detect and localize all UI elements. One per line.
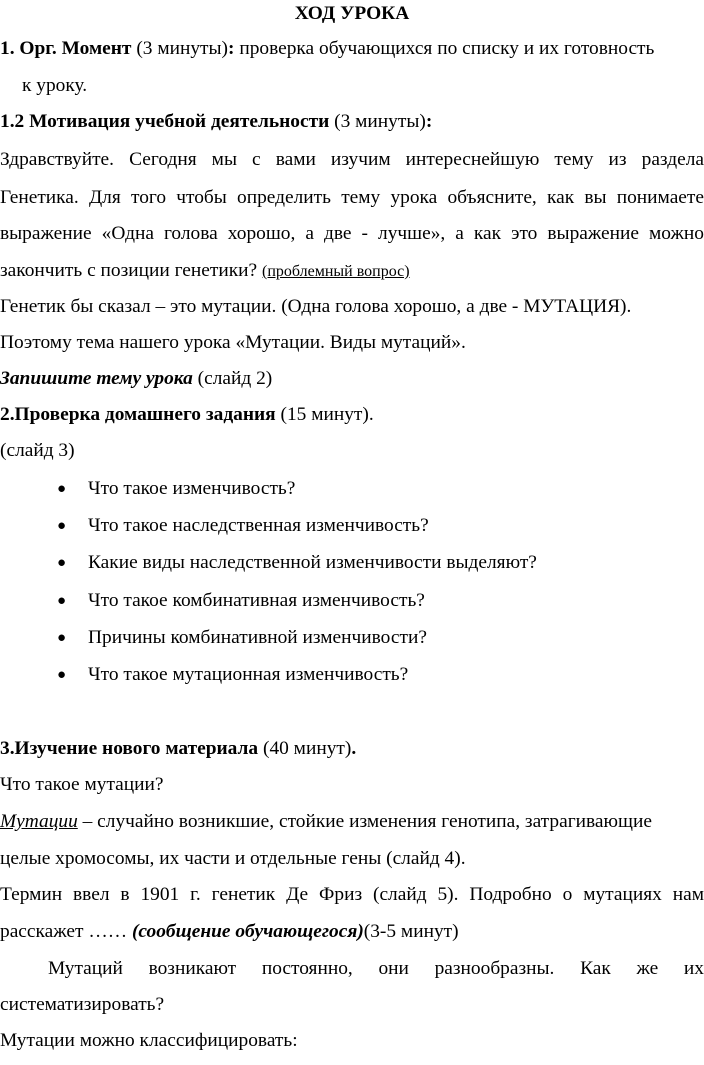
motivation-line-3: выражение «Одна голова хорошо, а две - лучше», а как это выражение можно xyxy=(0,223,704,244)
motivation-line-2: Генетика. Для того чтобы определить тему урока объясните, как вы понимаете xyxy=(0,187,704,208)
motivation-question: закончить с позиции генетики? xyxy=(0,260,263,281)
section-1-line xyxy=(0,37,704,61)
definition-text: – случайно возникшие, стойкие изменения генотипа, затрагивающие xyxy=(77,811,652,832)
page-title: ХОД УРОКА xyxy=(294,3,410,24)
section-12-label: 1.2 Мотивация учебной деятельности xyxy=(0,111,330,132)
write-topic-slide: (слайд 2) xyxy=(192,368,273,389)
section-3-heading xyxy=(0,737,704,761)
section-1-label: 1. Орг. Момент xyxy=(0,38,132,59)
section-1-text: проверка обучающихся по списку и их готовность xyxy=(234,38,655,59)
classify-line: Мутации можно классифицировать: xyxy=(0,1030,298,1051)
bullet-icon: ● xyxy=(57,667,67,683)
list-item-text: Что такое изменчивость? xyxy=(88,478,296,499)
term-line-1: Термин ввел в 1901 г. генетик Де Фриз (слайд 5). Подробно о мутациях нам xyxy=(0,884,704,905)
mutation-definition-line-2: целые хромосомы, их части и отдельные гены (слайд 4). xyxy=(0,848,466,869)
definition-term: Мутации xyxy=(0,811,78,832)
student-report-note: (сообщение обучающегося) xyxy=(131,921,364,942)
section-1-text-cont: к уроку. xyxy=(22,75,88,96)
section-1-colon: : xyxy=(228,38,235,59)
problem-question-note: (проблемный вопрос) xyxy=(262,263,410,280)
list-item-text: Что такое наследственная изменчивость? xyxy=(88,515,429,536)
write-topic-instruction: Запишите тему урока xyxy=(0,368,193,389)
section-12-heading xyxy=(0,110,704,134)
section-3-dot: . xyxy=(351,738,357,759)
section-12-colon: : xyxy=(425,111,433,132)
section-1-time: (3 минуты) xyxy=(131,38,228,59)
bullet-icon: ● xyxy=(57,593,67,609)
motivation-line-4 xyxy=(0,259,704,284)
write-topic-line xyxy=(0,367,704,391)
section-2-time: (15 минут). xyxy=(275,404,374,425)
term-line-2-start: расскажет …… xyxy=(0,921,132,942)
list-item-text: Какие виды наследственной изменчивости выделяют? xyxy=(88,552,537,573)
section-12-time: (3 минуты) xyxy=(329,111,426,132)
systematize-line-1: Мутаций возникают постоянно, они разнообразны. Как же их xyxy=(48,958,704,979)
list-item-text: Что такое мутационная изменчивость? xyxy=(88,664,409,685)
motivation-line-5: Генетик бы сказал – это мутации. (Одна голова хорошо, а две - МУТАЦИЯ). xyxy=(0,296,632,317)
motivation-line-6: Поэтому тема нашего урока «Мутации. Виды мутаций». xyxy=(0,332,466,353)
mutation-question: Что такое мутации? xyxy=(0,774,164,795)
section-2-heading xyxy=(0,403,704,427)
student-report-time: (3-5 минут) xyxy=(363,921,459,942)
term-line-2 xyxy=(0,920,704,944)
bullet-icon: ● xyxy=(57,481,67,497)
bullet-icon: ● xyxy=(57,630,67,646)
systematize-line-2: систематизировать? xyxy=(0,994,165,1015)
section-2-slide: (слайд 3) xyxy=(0,440,75,461)
section-3-time: (40 минут) xyxy=(258,738,352,759)
section-3-label: 3.Изучение нового материала xyxy=(0,738,259,759)
list-item-text: Что такое комбинативная изменчивость? xyxy=(88,590,425,611)
section-2-label: 2.Проверка домашнего задания xyxy=(0,404,276,425)
mutation-definition-line-1 xyxy=(0,810,704,834)
bullet-icon: ● xyxy=(57,555,67,571)
list-item-text: Причины комбинативной изменчивости? xyxy=(88,627,427,648)
bullet-icon: ● xyxy=(57,518,67,534)
motivation-line-1: Здравствуйте. Сегодня мы с вами изучим интереснейшую тему из раздела xyxy=(0,149,704,170)
